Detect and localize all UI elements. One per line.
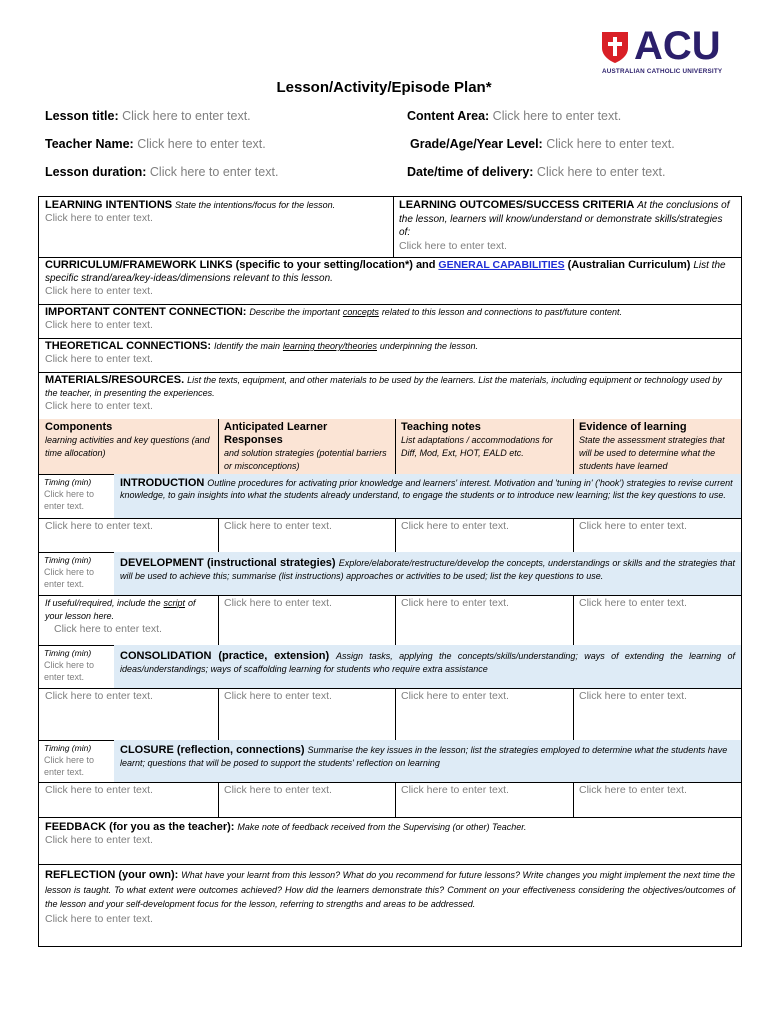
duration-label: Lesson duration: <box>45 165 147 179</box>
timing-label: Timing (min) <box>44 648 92 658</box>
teacher-name-input[interactable]: Click here to enter text. <box>137 137 266 151</box>
curriculum-input[interactable]: Click here to enter text. <box>45 285 153 297</box>
learning-intentions-title: LEARNING INTENTIONS <box>45 199 173 211</box>
introduction-desc: Outline procedures for activating prior knowledge and learners' interest. Motivation and 'tuning in' ('hook') strategies to revise current knowledge, to gain insights into what the students already understand, to engage the students or to introduce new learning; list the key questions to use. <box>120 478 733 500</box>
evidence-desc: State the assessment strategies that will be used to determine what the students have learned <box>579 435 725 471</box>
content-area-label: Content Area: <box>407 109 490 123</box>
closure-notes-cell[interactable]: Click here to enter text. <box>401 784 509 796</box>
materials-title: MATERIALS/RESOURCES. <box>45 374 185 386</box>
duration-input[interactable]: Click here to enter text. <box>149 165 279 179</box>
learning-outcomes-title: LEARNING OUTCOMES/SUCCESS CRITERIA <box>399 199 635 211</box>
content-connection-input[interactable]: Click here to enter text. <box>45 319 153 331</box>
theoretical-connections-input[interactable]: Click here to enter text. <box>45 353 153 365</box>
closure-title: CLOSURE (reflection, connections) <box>120 744 305 756</box>
lesson-plan-table <box>38 196 742 947</box>
learning-outcomes-input[interactable]: Click here to enter text. <box>399 239 507 252</box>
materials-cell <box>39 372 741 419</box>
intro-responses-cell[interactable]: Click here to enter text. <box>224 520 332 532</box>
page-title: Lesson/Activity/Episode Plan* <box>276 79 492 96</box>
intro-notes-cell[interactable]: Click here to enter text. <box>401 520 509 532</box>
development-title: DEVELOPMENT (instructional strategies) <box>120 557 336 569</box>
learning-outcomes-cell <box>393 197 741 257</box>
learning-intentions-input[interactable]: Click here to enter text. <box>45 212 153 224</box>
closure-header <box>114 740 741 782</box>
intro-evidence-cell[interactable]: Click here to enter text. <box>579 520 687 532</box>
theoretical-connections-title: THEORETICAL CONNECTIONS <box>45 340 208 352</box>
curriculum-title-suffix: (Australian Curriculum) <box>567 259 691 271</box>
intro-header <box>114 474 741 518</box>
development-script-input[interactable]: Click here to enter text. <box>54 623 162 635</box>
closure-timing-input[interactable]: Click here to enter text. <box>44 755 95 777</box>
content-connection-desc: Describe the important <box>249 307 340 317</box>
development-desc: Explore/elaborate/restructure/develop the concepts, understandings or skills and the strategies that will be used to achieve this; summarise (list instructions) approaches or activities to be used; list the key questions to use. <box>120 558 735 581</box>
intro-timing-input[interactable]: Click here to enter text. <box>44 489 95 511</box>
timing-label: Timing (min) <box>44 743 92 753</box>
components-title: Components <box>45 421 113 433</box>
shield-cross-icon <box>600 30 630 64</box>
consolidation-desc: Assign tasks, applying the concepts/skills/understanding; ways of extending the learning of ideas/understandings; ways of scaffolding learning for students who require extra assistance <box>120 651 736 674</box>
teacher-name-field <box>45 137 266 151</box>
content-area-field <box>407 109 621 123</box>
delivery-label: Date/time of delivery: <box>407 165 534 179</box>
grade-field <box>410 137 675 151</box>
teaching-notes-desc: List adaptations / accommodations for Diff, Mod, Ext, HOT, EALD etc. <box>401 435 553 458</box>
general-capabilities-link[interactable]: GENERAL CAPABILITIES <box>438 259 565 271</box>
logo-text: ACU <box>634 24 721 68</box>
duration-field <box>45 165 278 179</box>
curriculum-title: CURRICULUM/FRAMEWORK LINKS (specific to your setting/location*) and <box>45 259 436 271</box>
feedback-desc: Make note of feedback received from the Supervising (or other) Teacher. <box>237 822 527 832</box>
delivery-input[interactable]: Click here to enter text. <box>536 165 666 179</box>
teaching-notes-title: Teaching notes <box>401 421 481 433</box>
development-components-cell[interactable] <box>39 595 218 645</box>
script-hint-end: of your lesson here. <box>45 598 196 621</box>
lesson-title-label: Lesson title: <box>45 109 119 123</box>
timing-label: Timing (min) <box>44 477 92 487</box>
content-connection-cell: IMPORTANT CONTENT CONNECTION: Describe the important concepts related to this lesson and connections to past/future content. Click here to enter text. <box>45 306 622 331</box>
development-notes-cell[interactable]: Click here to enter text. <box>401 597 509 609</box>
intro-components-cell[interactable]: Click here to enter text. <box>45 520 153 532</box>
teacher-name-label: Teacher Name: <box>45 137 134 151</box>
development-header <box>114 552 741 595</box>
consolidation-header <box>114 645 741 688</box>
curriculum-cell <box>39 257 741 304</box>
content-connection-title: IMPORTANT CONTENT CONNECTION <box>45 306 243 318</box>
closure-timing <box>39 740 114 782</box>
closure-responses-cell[interactable]: Click here to enter text. <box>224 784 332 796</box>
consolidation-evidence-cell[interactable]: Click here to enter text. <box>579 690 687 702</box>
components-desc: learning activities and key questions (and time allocation) <box>45 435 210 458</box>
development-timing-input[interactable]: Click here to enter text. <box>44 567 95 589</box>
consolidation-title: CONSOLIDATION (practice, extension) <box>120 650 330 662</box>
grade-input[interactable]: Click here to enter text. <box>546 137 675 151</box>
intro-timing <box>39 474 114 518</box>
content-connection-desc-underlined: concepts <box>342 307 379 317</box>
reflection-title: REFLECTION (your own) <box>45 869 175 881</box>
closure-desc: Summarise the key issues in the lesson; list the strategies employed to determine what the students have learnt; questions that will be posed to support the students' reflection on learning <box>120 745 728 768</box>
delivery-field <box>407 165 665 179</box>
introduction-title: INTRODUCTION <box>120 477 205 489</box>
closure-evidence-cell[interactable]: Click here to enter text. <box>579 784 687 796</box>
logo-subtitle: AUSTRALIAN CATHOLIC UNIVERSITY <box>602 68 723 75</box>
learning-outcomes-desc: At the conclusions of the lesson, learners will know/understand or demonstrate skills/strategies of: <box>399 200 730 238</box>
theoretical-connections-cell: THEORETICAL CONNECTIONS: Identify the main learning theory/theories underpinning the lesson. Click here to enter text. <box>45 340 478 365</box>
reflection-input[interactable]: Click here to enter text. <box>45 912 153 925</box>
feedback-input[interactable]: Click here to enter text. <box>45 834 153 846</box>
materials-input[interactable]: Click here to enter text. <box>45 400 153 412</box>
theoretical-desc: Identify the main <box>213 341 280 351</box>
development-timing <box>39 552 114 595</box>
content-connection-desc-end: related to this lesson and connections to past/future content. <box>381 307 622 317</box>
development-responses-cell[interactable]: Click here to enter text. <box>224 597 332 609</box>
development-evidence-cell[interactable]: Click here to enter text. <box>579 597 687 609</box>
col-header-responses <box>218 419 395 474</box>
feedback-title: FEEDBACK (for you as the teacher): <box>45 821 235 833</box>
materials-desc: List the texts, equipment, and other materials to be used by the learners. List the materials, including equipment or technology used by the teacher, in presenting the experiences. <box>45 375 722 398</box>
consolidation-responses-cell[interactable]: Click here to enter text. <box>224 690 332 702</box>
reflection-cell: REFLECTION (your own): What have your learnt from this lesson? What do you recommend for future lessons? Write changes you might implement the next time the lesson is taught. To what extent were outcomes achieved? How did the learners demonstrate this? Comment on your effectiveness considering the objectives/outcomes of the lesson and your self-development focus for the lesson, referring to strengths and areas to be addressed. Click here to enter text. <box>45 869 736 925</box>
curriculum-desc: List the specific strand/area/key-ideas/dimensions relevant to this lesson. <box>45 260 726 284</box>
feedback-cell <box>39 817 741 864</box>
col-header-evidence <box>573 419 741 474</box>
grade-label: Grade/Age/Year Level: <box>410 137 543 151</box>
reflection-desc: What have your learnt from this lesson? What do you recommend for future lessons? Write changes you might implement the next time the lesson is taught. To what extent were outcomes achieved? How did the learners demonstrate this? Comment on your effectiveness considering the objectives/outcomes of the lesson and your self-development focus for the lesson, referring to strengths and areas to be addressed. <box>45 870 736 909</box>
theoretical-desc-underlined: learning theory/theories <box>282 341 377 351</box>
script-hint: If useful/required, include the <box>45 598 161 608</box>
evidence-title: Evidence of learning <box>579 421 687 433</box>
script-hint-underlined: script <box>163 598 186 608</box>
consolidation-notes-cell[interactable]: Click here to enter text. <box>401 690 509 702</box>
consolidation-timing-input[interactable]: Click here to enter text. <box>44 660 95 682</box>
col-header-components <box>39 419 218 474</box>
consolidation-components-cell[interactable]: Click here to enter text. <box>45 690 153 702</box>
theoretical-desc-end: underpinning the lesson. <box>379 341 478 351</box>
lesson-title-field <box>45 109 251 123</box>
acu-logo <box>600 24 730 78</box>
col-header-teaching-notes <box>395 419 573 474</box>
lesson-title-input[interactable]: Click here to enter text. <box>122 109 251 123</box>
responses-title: Anticipated Learner Responses <box>224 421 328 446</box>
content-area-input[interactable]: Click here to enter text. <box>492 109 622 123</box>
learning-intentions-cell <box>39 197 393 257</box>
consolidation-timing <box>39 645 114 688</box>
timing-label: Timing (min) <box>44 555 92 565</box>
responses-desc: and solution strategies (potential barriers or misconceptions) <box>224 448 387 471</box>
closure-components-cell[interactable]: Click here to enter text. <box>45 784 153 796</box>
learning-intentions-desc: State the intentions/focus for the lesson. <box>175 200 336 210</box>
